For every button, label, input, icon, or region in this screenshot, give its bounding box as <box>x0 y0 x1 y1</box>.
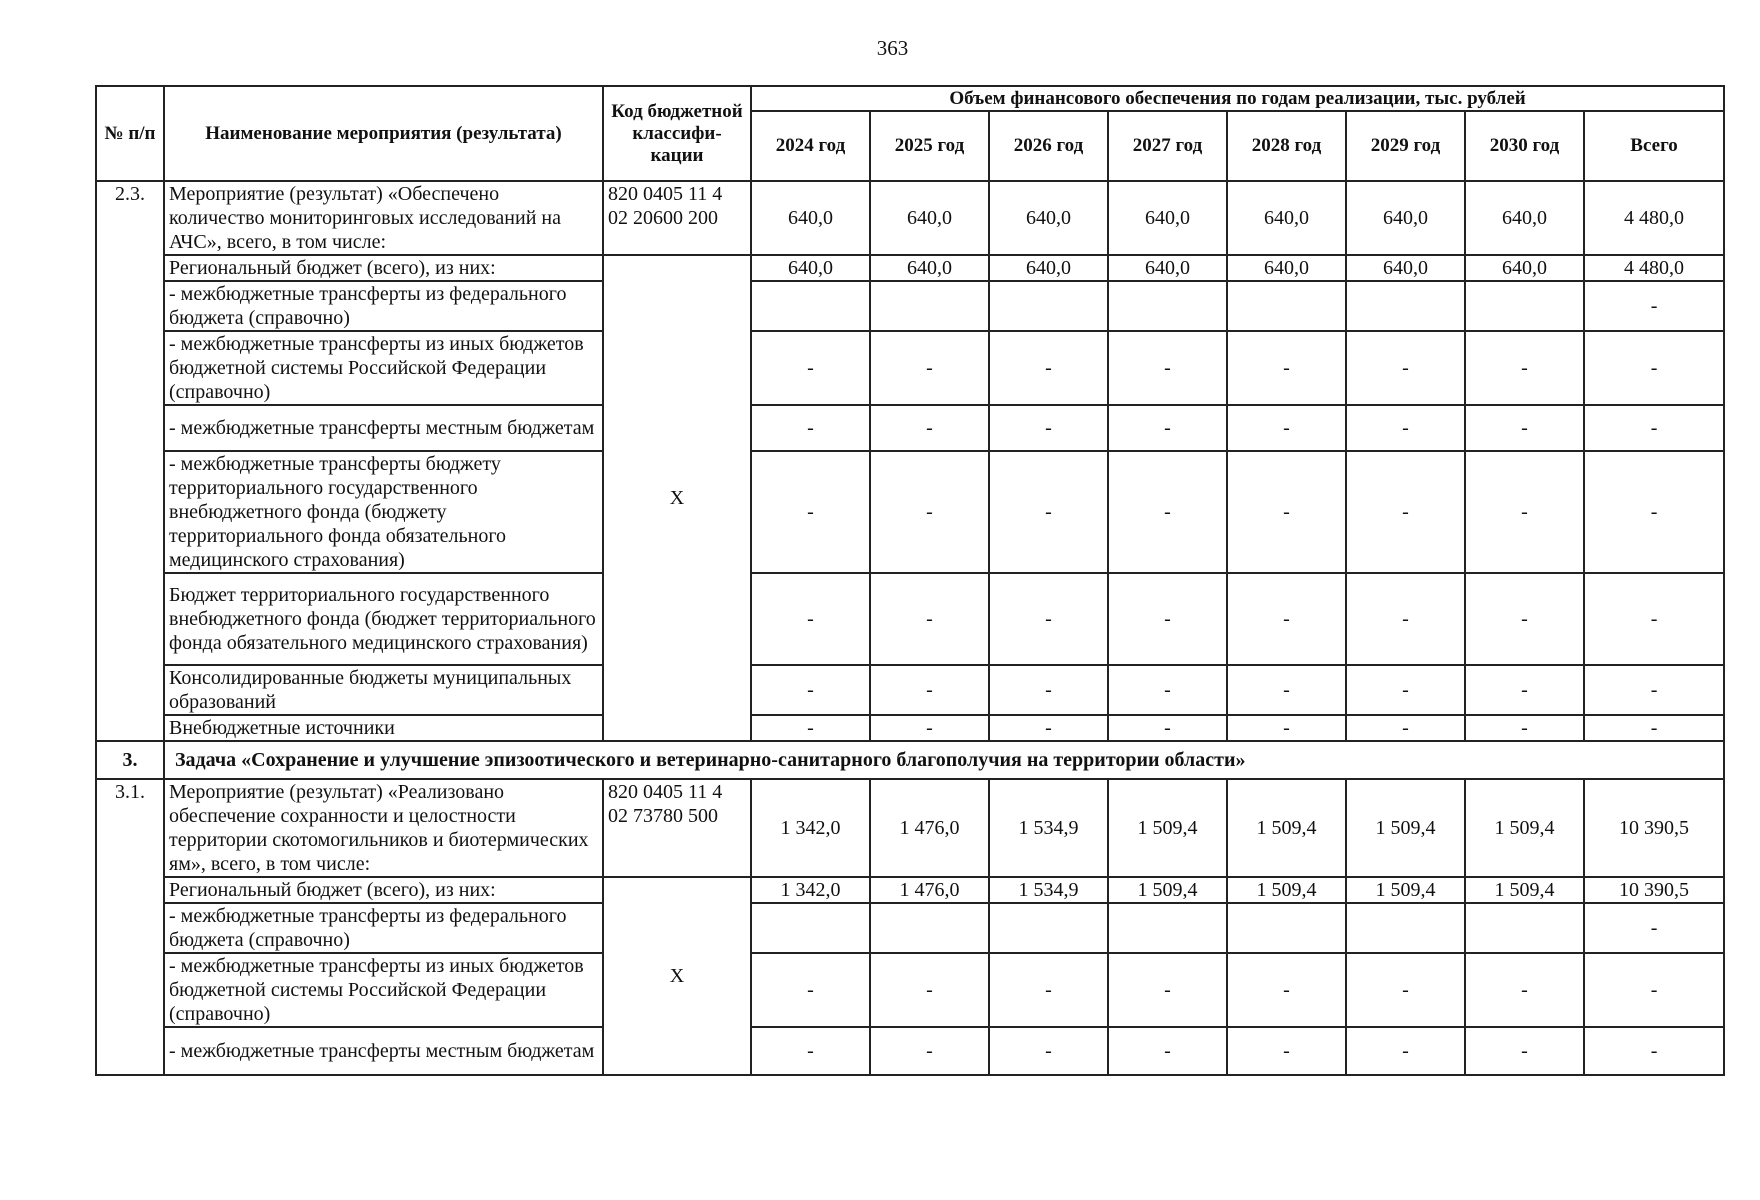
total-cell: 10 390,5 <box>1584 877 1724 903</box>
value-cell: - <box>989 665 1108 715</box>
source-name: - межбюджетные трансферты из федерального бюджета (справочно) <box>164 903 603 953</box>
value-cell: - <box>1465 1027 1584 1075</box>
value-cell: 640,0 <box>751 255 870 281</box>
value-cell <box>1465 281 1584 331</box>
value-cell: - <box>1465 715 1584 741</box>
header-year: 2025 год <box>870 111 989 181</box>
total-cell: - <box>1584 451 1724 573</box>
source-name: Внебюджетные источники <box>164 715 603 741</box>
total-cell: - <box>1584 573 1724 665</box>
value-cell: - <box>751 665 870 715</box>
header-row-1 <box>96 86 1724 111</box>
financing-table <box>95 85 1725 1076</box>
value-cell: - <box>1465 953 1584 1027</box>
row-number: 3.1. <box>96 779 164 1075</box>
value-cell: - <box>1346 1027 1465 1075</box>
value-cell: - <box>1227 1027 1346 1075</box>
header-year: 2026 год <box>989 111 1108 181</box>
value-cell: - <box>1465 665 1584 715</box>
total-cell: - <box>1584 281 1724 331</box>
total-cell: 4 480,0 <box>1584 255 1724 281</box>
source-name: - межбюджетные трансферты из иных бюджетов бюджетной системы Российской Федерации (справочно) <box>164 953 603 1027</box>
source-name: Региональный бюджет (всего), из них: <box>164 255 603 281</box>
value-cell: 1 509,4 <box>1465 779 1584 877</box>
value-cell: - <box>1108 953 1227 1027</box>
budget-source-row <box>96 903 1724 953</box>
value-cell: - <box>1227 405 1346 451</box>
header-code: Код бюджетной классифи-кации <box>603 86 751 181</box>
value-cell: 640,0 <box>1465 181 1584 255</box>
budget-source-row <box>96 255 1724 281</box>
code-cell: Х <box>603 255 751 741</box>
value-cell: - <box>1346 665 1465 715</box>
value-cell: - <box>989 573 1108 665</box>
value-cell <box>989 281 1108 331</box>
value-cell <box>870 903 989 953</box>
total-cell: - <box>1584 715 1724 741</box>
value-cell: 640,0 <box>1465 255 1584 281</box>
value-cell: 640,0 <box>870 255 989 281</box>
value-cell: 640,0 <box>1346 181 1465 255</box>
value-cell: 640,0 <box>751 181 870 255</box>
value-cell: - <box>1108 665 1227 715</box>
value-cell: 640,0 <box>1108 255 1227 281</box>
value-cell: - <box>989 715 1108 741</box>
value-cell: - <box>751 451 870 573</box>
value-cell: - <box>870 953 989 1027</box>
value-cell <box>1227 903 1346 953</box>
value-cell: - <box>1108 405 1227 451</box>
value-cell: 640,0 <box>1108 181 1227 255</box>
value-cell <box>1108 903 1227 953</box>
value-cell: 640,0 <box>1346 255 1465 281</box>
value-cell: - <box>1227 331 1346 405</box>
budget-source-row <box>96 331 1724 405</box>
value-cell: - <box>870 451 989 573</box>
value-cell: 1 476,0 <box>870 779 989 877</box>
value-cell <box>989 903 1108 953</box>
value-cell: 1 509,4 <box>1108 779 1227 877</box>
activity-row <box>96 779 1724 877</box>
budget-source-row <box>96 1027 1724 1075</box>
value-cell <box>1346 903 1465 953</box>
value-cell: - <box>989 953 1108 1027</box>
value-cell: 1 509,4 <box>1346 877 1465 903</box>
value-cell: - <box>751 715 870 741</box>
budget-source-row <box>96 573 1724 665</box>
value-cell <box>1346 281 1465 331</box>
value-cell: 1 509,4 <box>1346 779 1465 877</box>
value-cell: - <box>1227 451 1346 573</box>
activity-name: Мероприятие (результат) «Реализовано обеспечение сохранности и целостности территории скотомогильников и биотермических ям», всего, в том числе: <box>164 779 603 877</box>
value-cell <box>751 903 870 953</box>
value-cell: - <box>1465 405 1584 451</box>
value-cell: 1 509,4 <box>1227 877 1346 903</box>
value-cell: 1 534,9 <box>989 877 1108 903</box>
total-cell: 10 390,5 <box>1584 779 1724 877</box>
value-cell: - <box>1346 331 1465 405</box>
total-cell: - <box>1584 665 1724 715</box>
value-cell: - <box>1108 715 1227 741</box>
source-name: - межбюджетные трансферты местным бюджетам <box>164 1027 603 1075</box>
value-cell: 640,0 <box>989 255 1108 281</box>
task-row <box>96 741 1724 779</box>
value-cell: - <box>1346 715 1465 741</box>
value-cell: - <box>870 715 989 741</box>
value-cell <box>1465 903 1584 953</box>
value-cell: - <box>1346 451 1465 573</box>
value-cell: - <box>1108 1027 1227 1075</box>
header-total: Всего <box>1584 111 1724 181</box>
value-cell: 640,0 <box>870 181 989 255</box>
source-name: Консолидированные бюджеты муниципальных образований <box>164 665 603 715</box>
source-name: Бюджет территориального государственного внебюджетного фонда (бюджет территориального фонда обязательного медицинского страхования) <box>164 573 603 665</box>
activity-row <box>96 181 1724 255</box>
header-year: 2024 год <box>751 111 870 181</box>
row-number: 2.3. <box>96 181 164 741</box>
value-cell: - <box>751 573 870 665</box>
value-cell: - <box>989 405 1108 451</box>
value-cell: 640,0 <box>1227 181 1346 255</box>
task-text: Задача «Сохранение и улучшение эпизоотического и ветеринарно-санитарного благополучия на территории области» <box>164 741 1724 779</box>
page-number: 363 <box>876 36 909 60</box>
value-cell: - <box>1465 331 1584 405</box>
value-cell: 1 342,0 <box>751 877 870 903</box>
budget-source-row <box>96 405 1724 451</box>
header-num: № п/п <box>96 86 164 181</box>
budget-code: 820 0405 11 4 02 20600 200 <box>603 181 751 255</box>
value-cell: - <box>989 1027 1108 1075</box>
value-cell: - <box>870 405 989 451</box>
total-cell: - <box>1584 903 1724 953</box>
source-name: - межбюджетные трансферты бюджету территориального государственного внебюджетного фонда (бюджету территориального фонда обязательного медицинского страхования) <box>164 451 603 573</box>
value-cell: 1 509,4 <box>1108 877 1227 903</box>
header-year: 2028 год <box>1227 111 1346 181</box>
value-cell: - <box>870 1027 989 1075</box>
header-year: 2029 год <box>1346 111 1465 181</box>
value-cell: - <box>870 665 989 715</box>
value-cell <box>1227 281 1346 331</box>
code-cell: Х <box>603 877 751 1075</box>
value-cell: 640,0 <box>1227 255 1346 281</box>
total-cell: - <box>1584 331 1724 405</box>
value-cell: 1 534,9 <box>989 779 1108 877</box>
value-cell: - <box>1227 715 1346 741</box>
value-cell: - <box>870 331 989 405</box>
task-number: 3. <box>96 741 164 779</box>
value-cell: - <box>1465 451 1584 573</box>
total-cell: - <box>1584 1027 1724 1075</box>
source-name: - межбюджетные трансферты из федерального бюджета (справочно) <box>164 281 603 331</box>
value-cell: - <box>751 405 870 451</box>
value-cell: - <box>751 953 870 1027</box>
total-cell: 4 480,0 <box>1584 181 1724 255</box>
source-name: - межбюджетные трансферты местным бюджетам <box>164 405 603 451</box>
value-cell: - <box>1108 451 1227 573</box>
value-cell: 1 509,4 <box>1227 779 1346 877</box>
header-year: 2030 год <box>1465 111 1584 181</box>
value-cell <box>1108 281 1227 331</box>
budget-source-row <box>96 715 1724 741</box>
total-cell: - <box>1584 405 1724 451</box>
value-cell: - <box>1346 573 1465 665</box>
value-cell: - <box>1108 573 1227 665</box>
total-cell: - <box>1584 953 1724 1027</box>
source-name: Региональный бюджет (всего), из них: <box>164 877 603 903</box>
header-year: 2027 год <box>1108 111 1227 181</box>
value-cell: - <box>870 573 989 665</box>
value-cell: 1 342,0 <box>751 779 870 877</box>
header-name: Наименование мероприятия (результата) <box>164 86 603 181</box>
budget-source-row <box>96 665 1724 715</box>
value-cell: 1 509,4 <box>1465 877 1584 903</box>
value-cell: - <box>989 451 1108 573</box>
value-cell: - <box>1465 573 1584 665</box>
value-cell: - <box>751 1027 870 1075</box>
value-cell: - <box>989 331 1108 405</box>
value-cell: - <box>1227 665 1346 715</box>
value-cell: - <box>1227 573 1346 665</box>
budget-source-row <box>96 281 1724 331</box>
value-cell: - <box>751 331 870 405</box>
value-cell: - <box>1346 405 1465 451</box>
source-name: - межбюджетные трансферты из иных бюджетов бюджетной системы Российской Федерации (справочно) <box>164 331 603 405</box>
value-cell: 1 476,0 <box>870 877 989 903</box>
header-volume: Объем финансового обеспечения по годам реализации, тыс. рублей <box>751 86 1724 111</box>
budget-source-row <box>96 953 1724 1027</box>
value-cell: - <box>1346 953 1465 1027</box>
value-cell: - <box>1108 331 1227 405</box>
budget-source-row <box>96 877 1724 903</box>
value-cell <box>870 281 989 331</box>
value-cell <box>751 281 870 331</box>
value-cell: - <box>1227 953 1346 1027</box>
budget-source-row <box>96 451 1724 573</box>
budget-code: 820 0405 11 4 02 73780 500 <box>603 779 751 877</box>
value-cell: 640,0 <box>989 181 1108 255</box>
activity-name: Мероприятие (результат) «Обеспечено количество мониторинговых исследований на АЧС», всего, в том числе: <box>164 181 603 255</box>
